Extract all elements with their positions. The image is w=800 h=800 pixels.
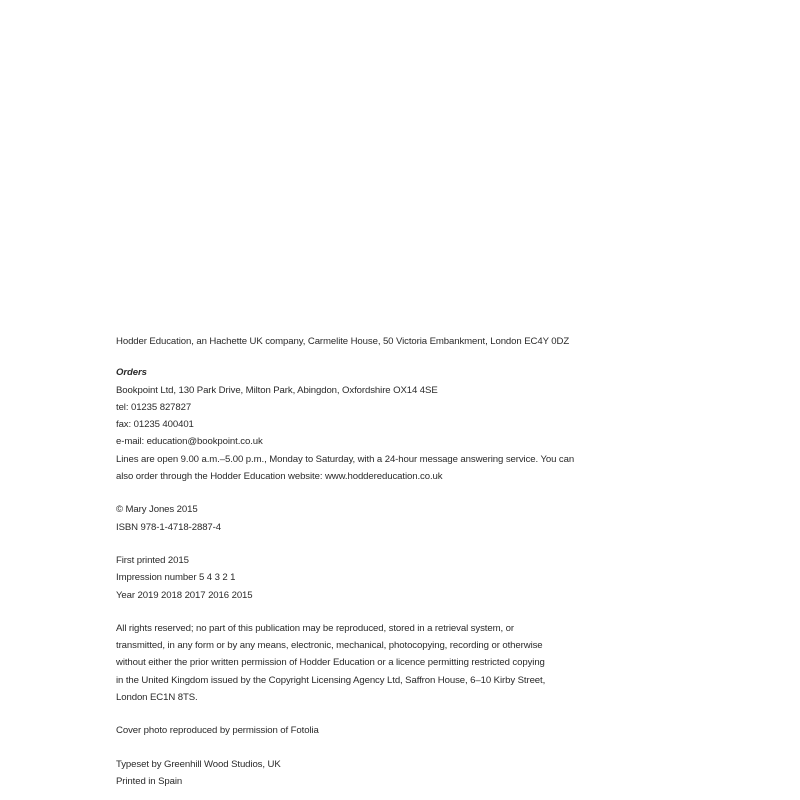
print-years: Year 2019 2018 2017 2016 2015 [116,589,253,601]
copyright-section [116,501,756,536]
orders-heading: Orders [116,367,147,379]
imprint-page [116,333,756,790]
isbn: ISBN 978-1-4718-2887-4 [116,521,221,533]
orders-website: also order through the Hodder Education website: www.hoddereducation.co.uk [116,471,443,483]
orders-section [116,364,756,485]
printed-in: Printed in Spain [116,775,183,787]
impression-number: Impression number 5 4 3 2 1 [116,572,236,584]
typeset-credit: Typeset by Greenhill Wood Studios, UK [116,758,281,770]
orders-address: Bookpoint Ltd, 130 Park Drive, Milton Park, Abingdon, Oxfordshire OX14 4SE [116,384,438,396]
production-section [116,756,756,791]
rights-line: without either the prior written permission of Hodder Education or a licence permitting restricted copying [116,657,545,669]
rights-line: London EC1N 8TS. [116,692,198,704]
orders-hours: Lines are open 9.00 a.m.–5.00 p.m., Monday to Saturday, with a 24-hour message answering service. You can [116,453,575,465]
printing-section [116,552,756,604]
rights-line: in the United Kingdom issued by the Copyright Licensing Agency Ltd, Saffron House, 6–10 Kirby Street, [116,674,546,686]
rights-line: transmitted, in any form or by any means, electronic, mechanical, photocopying, recording or otherwise [116,640,543,652]
cover-credit-section [116,722,756,739]
first-printed: First printed 2015 [116,554,189,566]
publisher-address [116,333,756,350]
orders-tel: tel: 01235 827827 [116,401,192,413]
rights-section [116,620,756,706]
cover-credit: Cover photo reproduced by permission of Fotolia [116,725,319,737]
orders-fax: fax: 01235 400401 [116,419,194,431]
copyright-notice: © Mary Jones 2015 [116,504,198,516]
orders-email: e-mail: education@bookpoint.co.uk [116,436,263,448]
publisher-line: Hodder Education, an Hachette UK company, Carmelite House, 50 Victoria Embankment, London EC4Y 0DZ [116,336,570,347]
rights-line: All rights reserved; no part of this publication may be reproduced, stored in a retrieval system, or [116,622,514,634]
